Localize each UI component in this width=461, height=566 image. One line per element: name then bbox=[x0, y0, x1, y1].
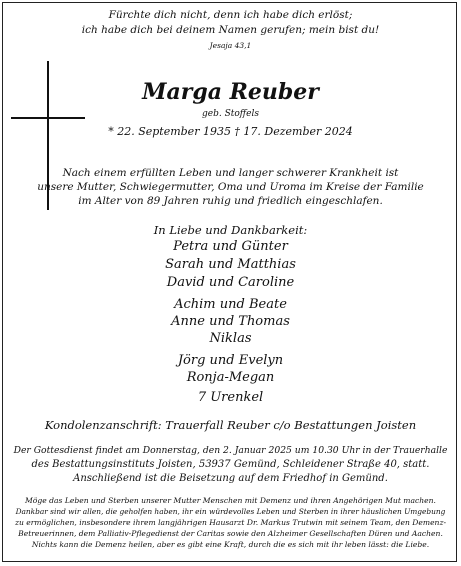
closing-line: Dankbar sind wir allen, die geholfen haben, ihr ein würdevolles Leben und Sterben in ihrer häuslichen Umgebung bbox=[15, 507, 446, 516]
verse-reference: Jesaja 43,1 bbox=[209, 41, 252, 50]
family-member: 7 Urenkel bbox=[197, 390, 264, 405]
family-member: Petra und Günter bbox=[173, 239, 288, 254]
service-line: Anschließend ist die Beisetzung auf dem Friedhof in Gemünd. bbox=[73, 473, 388, 484]
deceased-name: Marga Reuber bbox=[142, 79, 319, 105]
life-dates: * 22. September 1935 † 17. Dezember 2024 bbox=[108, 125, 353, 138]
mourning-intro: In Liebe und Dankbarkeit: bbox=[153, 223, 308, 237]
closing-line: zu ermöglichen, insbesondere ihrem langjährigen Hausarzt Dr. Markus Trutwin mit seinem Team, den Demenz- bbox=[14, 518, 447, 527]
family-member: Achim und Beate bbox=[174, 297, 287, 312]
family-member: Sarah und Matthias bbox=[165, 257, 296, 272]
maiden-name: geb. Stoffels bbox=[202, 109, 259, 119]
condolence-address: Kondolenzanschrift: Trauerfall Reuber c/o Bestattungen Joisten bbox=[44, 418, 417, 432]
service-line: des Bestattungsinstituts Joisten, 53937 Gemünd, Schleidener Straße 40, statt. bbox=[31, 459, 430, 470]
family-member: Niklas bbox=[209, 331, 252, 346]
closing-line: Möge das Leben und Sterben unserer Mutter Menschen mit Demenz und ihren Angehörigen Mut machen. bbox=[25, 496, 436, 505]
announcement-line: unsere Mutter, Schwiegermutter, Oma und Uroma im Kreise der Familie bbox=[37, 181, 424, 193]
closing-line: Betreuerinnen, dem Palliativ-Pflegedienst der Caritas sowie den Alzheimer Gesellschaften Düren und Aachen. bbox=[18, 529, 443, 538]
family-member: Anne und Thomas bbox=[171, 314, 290, 329]
family-member: David und Caroline bbox=[166, 275, 295, 290]
announcement-line: Nach einem erfüllten Leben und langer schwerer Krankheit ist bbox=[62, 167, 399, 179]
announcement-line: im Alter von 89 Jahren ruhig und friedlich eingeschlafen. bbox=[78, 195, 383, 207]
verse-line-2: ich habe dich bei deinem Namen gerufen; mein bist du! bbox=[81, 24, 380, 36]
family-member: Jörg und Evelyn bbox=[177, 353, 284, 368]
family-member: Ronja-Megan bbox=[186, 370, 275, 385]
closing-line: Nichts kann die Demenz heilen, aber es gibt eine Kraft, durch die es sich mit ihr leben lässt: die Liebe. bbox=[31, 540, 430, 549]
service-line: Der Gottesdienst findet am Donnerstag, den 2. Januar 2025 um 10.30 Uhr in der Trauerhalle bbox=[13, 445, 448, 456]
verse-line-1: Fürchte dich nicht, denn ich habe dich erlöst; bbox=[108, 9, 353, 21]
